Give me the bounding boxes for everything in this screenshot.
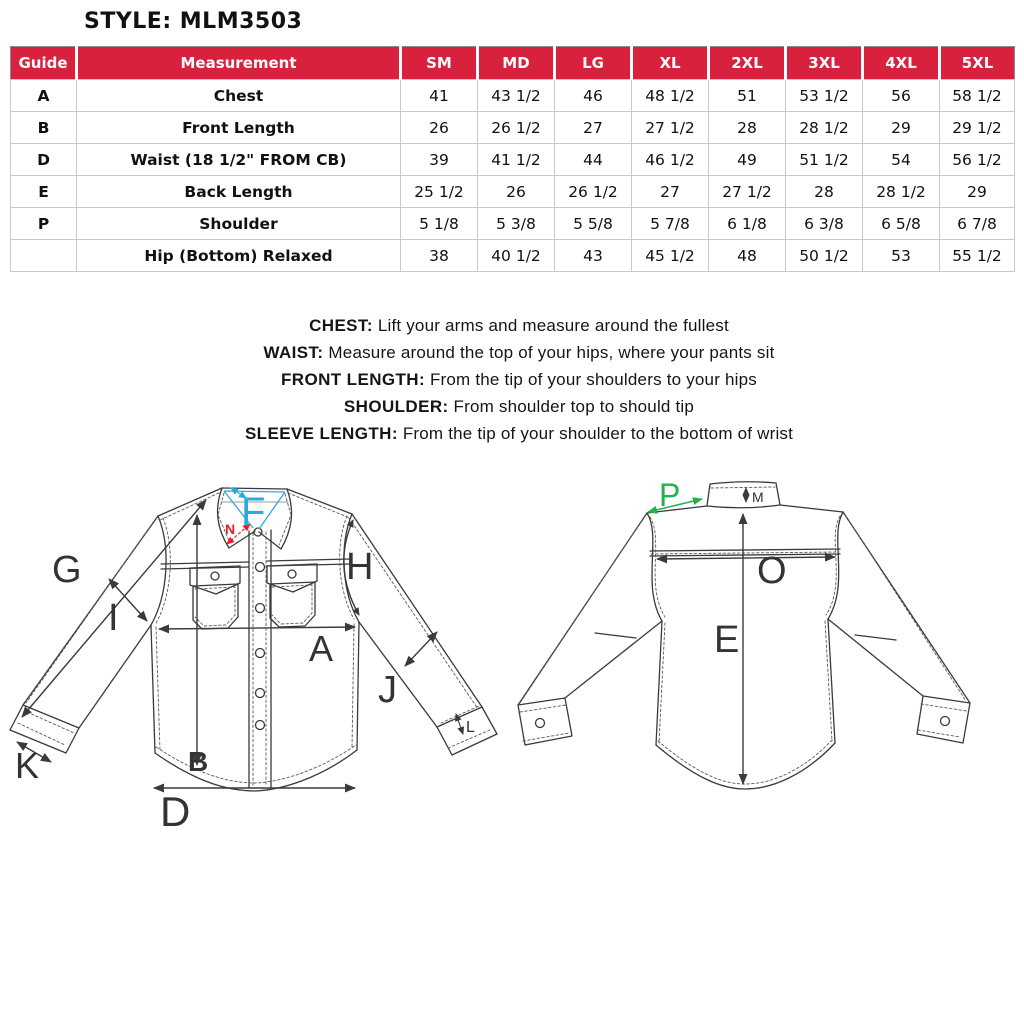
label-forearm-J: J	[378, 669, 397, 711]
value-cell: 46 1/2	[632, 144, 709, 176]
front-measure-arrows	[17, 488, 463, 788]
guide-cell: A	[11, 80, 77, 112]
measurement-cell: Back Length	[77, 176, 401, 208]
table-header-row	[11, 47, 1015, 80]
guide-cell: B	[11, 112, 77, 144]
instruction-line: CHEST: Lift your arms and measure around the fullest	[309, 316, 729, 335]
value-cell: 28 1/2	[863, 176, 940, 208]
value-cell: 43	[555, 240, 632, 272]
back-shirt-drawing	[518, 482, 970, 789]
label-back-width-O: O	[757, 550, 787, 592]
value-cell: 29	[940, 176, 1015, 208]
value-cell: 40 1/2	[478, 240, 555, 272]
label-neck-N: N	[225, 521, 236, 537]
table-row	[11, 208, 1015, 240]
value-cell: 54	[863, 144, 940, 176]
label-cuff-K: K	[15, 745, 40, 786]
value-cell: 50 1/2	[786, 240, 863, 272]
value-cell: 5 1/8	[401, 208, 478, 240]
value-cell: 27	[555, 112, 632, 144]
label-armpit-I: I	[108, 597, 119, 639]
value-cell: 5 5/8	[555, 208, 632, 240]
value-cell: 6 7/8	[940, 208, 1015, 240]
value-cell: 29 1/2	[940, 112, 1015, 144]
header-measurement: Measurement	[77, 47, 401, 80]
value-cell: 48 1/2	[632, 80, 709, 112]
value-cell: 55 1/2	[940, 240, 1015, 272]
value-cell: 27 1/2	[709, 176, 786, 208]
value-cell: 58 1/2	[940, 80, 1015, 112]
value-cell: 28	[786, 176, 863, 208]
value-cell: 46	[555, 80, 632, 112]
guide-cell	[11, 240, 77, 272]
header-size-4xl: 4XL	[863, 47, 940, 80]
front-letters	[15, 490, 475, 835]
label-collar-band-M: M	[752, 489, 764, 505]
instruction-line: FRONT LENGTH: From the tip of your shoulders to your hips	[281, 370, 757, 389]
value-cell: 28	[709, 112, 786, 144]
table-row	[11, 176, 1015, 208]
value-cell: 56	[863, 80, 940, 112]
header-size-5xl: 5XL	[940, 47, 1015, 80]
instruction-label: CHEST:	[309, 316, 373, 335]
instruction-label: SLEEVE LENGTH:	[244, 424, 398, 443]
shirt-measurement-diagram	[0, 455, 1024, 875]
instruction-line: WAIST: Measure around the top of your hips, where your pants sit	[263, 343, 775, 362]
value-cell: 27 1/2	[632, 112, 709, 144]
value-cell: 38	[401, 240, 478, 272]
back-measure-arrows	[648, 488, 835, 784]
value-cell: 5 7/8	[632, 208, 709, 240]
header-size-2xl: 2XL	[709, 47, 786, 80]
header-size-xl: XL	[632, 47, 709, 80]
table-row	[11, 112, 1015, 144]
guide-cell: E	[11, 176, 77, 208]
page-title: STYLE: MLM3503	[84, 9, 303, 34]
size-table-body	[11, 80, 1015, 272]
header-guide: Guide	[11, 47, 77, 80]
value-cell: 26	[478, 176, 555, 208]
value-cell: 29	[863, 112, 940, 144]
value-cell: 26 1/2	[478, 112, 555, 144]
header-size-sm: SM	[401, 47, 478, 80]
table-row	[11, 80, 1015, 112]
value-cell: 56 1/2	[940, 144, 1015, 176]
guide-cell: D	[11, 144, 77, 176]
label-hem-D: D	[160, 788, 191, 835]
value-cell: 48	[709, 240, 786, 272]
value-cell: 43 1/2	[478, 80, 555, 112]
value-cell: 6 5/8	[863, 208, 940, 240]
instruction-label: FRONT LENGTH:	[281, 370, 426, 389]
label-cuff-L: L	[466, 719, 475, 736]
back-letters	[659, 477, 787, 661]
value-cell: 45 1/2	[632, 240, 709, 272]
size-table	[10, 46, 1015, 272]
header-size-md: MD	[478, 47, 555, 80]
label-collar-F: F	[241, 490, 266, 534]
table-row	[11, 240, 1015, 272]
guide-cell: P	[11, 208, 77, 240]
instruction-line: SHOULDER: From shoulder top to should tip	[343, 397, 695, 416]
instructions	[7, 312, 1024, 447]
table-row	[11, 144, 1015, 176]
label-back-length-E: E	[714, 619, 740, 661]
instruction-label: WAIST:	[263, 343, 324, 362]
value-cell: 51 1/2	[786, 144, 863, 176]
measurement-cell: Hip (Bottom) Relaxed	[77, 240, 401, 272]
value-cell: 26	[401, 112, 478, 144]
instruction-label: SHOULDER:	[343, 397, 449, 416]
label-armhole-H: H	[346, 546, 374, 588]
value-cell: 44	[555, 144, 632, 176]
measurement-cell: Front Length	[77, 112, 401, 144]
label-shoulder-P: P	[659, 477, 681, 513]
value-cell: 53 1/2	[786, 80, 863, 112]
label-sleeve-G: G	[52, 549, 82, 591]
header-size-3xl: 3XL	[786, 47, 863, 80]
label-chest-A: A	[309, 628, 334, 669]
value-cell: 25 1/2	[401, 176, 478, 208]
value-cell: 6 3/8	[786, 208, 863, 240]
label-front-length-B: B	[188, 746, 209, 777]
value-cell: 26 1/2	[555, 176, 632, 208]
value-cell: 5 3/8	[478, 208, 555, 240]
value-cell: 53	[863, 240, 940, 272]
value-cell: 49	[709, 144, 786, 176]
measurement-cell: Chest	[77, 80, 401, 112]
instruction-line: SLEEVE LENGTH: From the tip of your shoulder to the bottom of wrist	[244, 424, 794, 443]
value-cell: 27	[632, 176, 709, 208]
value-cell: 6 1/8	[709, 208, 786, 240]
value-cell: 51	[709, 80, 786, 112]
value-cell: 41 1/2	[478, 144, 555, 176]
value-cell: 39	[401, 144, 478, 176]
value-cell: 41	[401, 80, 478, 112]
value-cell: 28 1/2	[786, 112, 863, 144]
measurement-cell: Shoulder	[77, 208, 401, 240]
measurement-cell: Waist (18 1/2" FROM CB)	[77, 144, 401, 176]
header-size-lg: LG	[555, 47, 632, 80]
